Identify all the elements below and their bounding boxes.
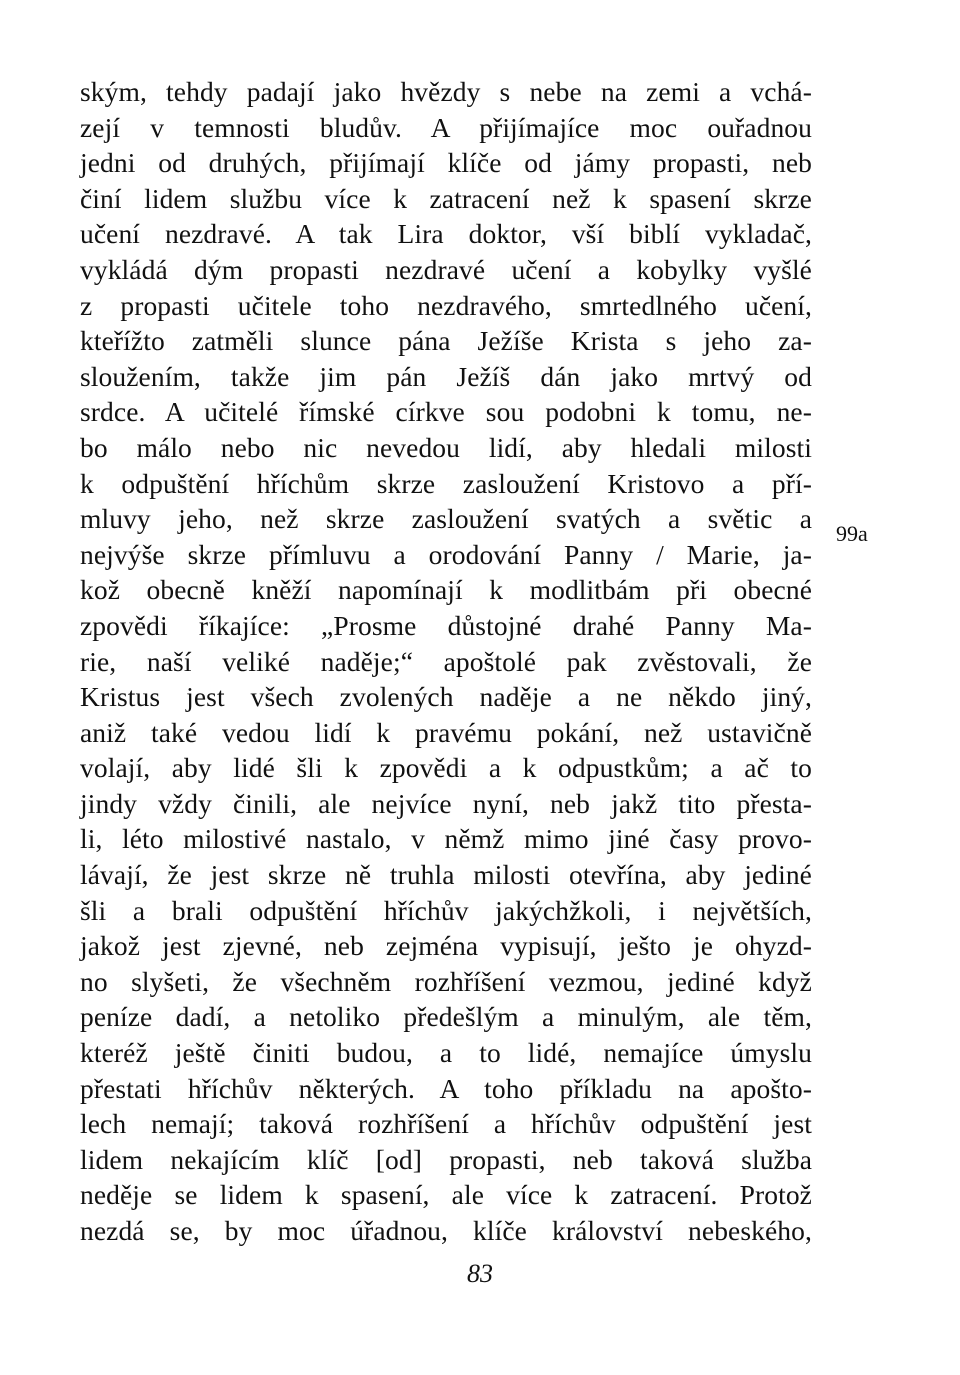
margin-folio-note: 99a — [836, 521, 868, 546]
text-line: sloužením, takže jim pán Ježíš dán jako mrtvý od — [80, 360, 812, 392]
text-line: no slyšeti, že všechněm rozhříšení vezmou, jediné když — [80, 965, 812, 997]
text-line: neděje se lidem k spasení, ale více k zatracení. Protož — [80, 1179, 812, 1211]
text-line: mluvy jeho, než skrze zasloužení svatých a světic a — [80, 503, 812, 535]
text-line: zpovědi říkajíce: „Prosme důstojné drahé Panny Ma- — [80, 609, 812, 641]
text-line: lávají, že jest skrze ně truhla milosti otevřína, aby jediné — [80, 859, 812, 891]
text-line: zejí v temnosti bludův. A přijímajíce moc ouřadnou — [80, 111, 812, 143]
page-number: 83 — [467, 1259, 493, 1288]
text-line: z propasti učitele toho nezdravého, smrtedlného učení, — [80, 289, 812, 321]
text-line: li, léto milostivé nastalo, v němž mimo jiné časy provo- — [80, 823, 812, 855]
body-text — [80, 74, 812, 1249]
text-line: kož obecně kněží napomínají k modlitbám při obecné — [80, 574, 812, 606]
text-line: činí lidem službu více k zatracení než k spasení skrze — [80, 182, 812, 214]
text-line: jindy vždy činili, ale nejvíce nyní, neb jakž tito přesta- — [80, 787, 812, 819]
text-line: kteréž ještě činiti budou, a to lidé, nemajíce úmyslu — [80, 1037, 812, 1069]
text-line: Kristus jest všech zvolených naděje a ne někdo jiný, — [80, 681, 812, 713]
text-line: srdce. A učitelé římské církve sou podobni k tomu, ne- — [80, 396, 812, 428]
text-line: lech nemají; taková rozhříšení a hříchův odpuštění jest — [80, 1108, 812, 1140]
text-line: kteřížto zatměli slunce pána Ježíše Krista s jeho za- — [80, 325, 812, 357]
text-line: jedni od druhých, přijímají klíče od jámy propasti, neb — [80, 147, 812, 179]
text-line: peníze dadí, a netoliko předešlým a minulým, ale těm, — [80, 1001, 812, 1033]
text-line: nezdá se, by moc úřadnou, klíče království nebeského, — [80, 1215, 812, 1246]
text-line: k odpuštění hříchům skrze zasloužení Kristovo a pří- — [80, 467, 812, 499]
text-line: nejvýše skrze přímluvu a orodování Panny / Marie, ja- — [80, 538, 812, 570]
text-line: bo málo nebo nic nevedou lidí, aby hledali milosti — [80, 431, 812, 463]
text-line: šli a brali odpuštění hříchův jakýchžkoli, i největších, — [80, 894, 812, 926]
text-line: učení nezdravé. A tak Lira doktor, vší biblí vykladač, — [80, 218, 812, 250]
text-line: přestati hříchův některých. A toho příkladu na apošto- — [80, 1072, 812, 1104]
text-line: lidem nekajícím klíč [od] propasti, neb taková služba — [80, 1143, 812, 1175]
text-line: vykládá dým propasti nezdravé učení a kobylky vyšlé — [80, 253, 812, 285]
text-line: aniž také vedou lidí k pravému pokání, než ustavičně — [80, 716, 812, 748]
text-line: volají, aby lidé šli k zpovědi a k odpustkům; a ač to — [80, 752, 812, 784]
text-line: rie, naší veliké naděje;“ apoštolé pak zvěstovali, že — [80, 645, 812, 677]
text-line: jakož jest zjevné, neb zejména vypisují, ješto je ohyzd- — [80, 930, 812, 962]
text-line: ským, tehdy padají jako hvězdy s nebe na zemi a vchá- — [80, 76, 812, 107]
